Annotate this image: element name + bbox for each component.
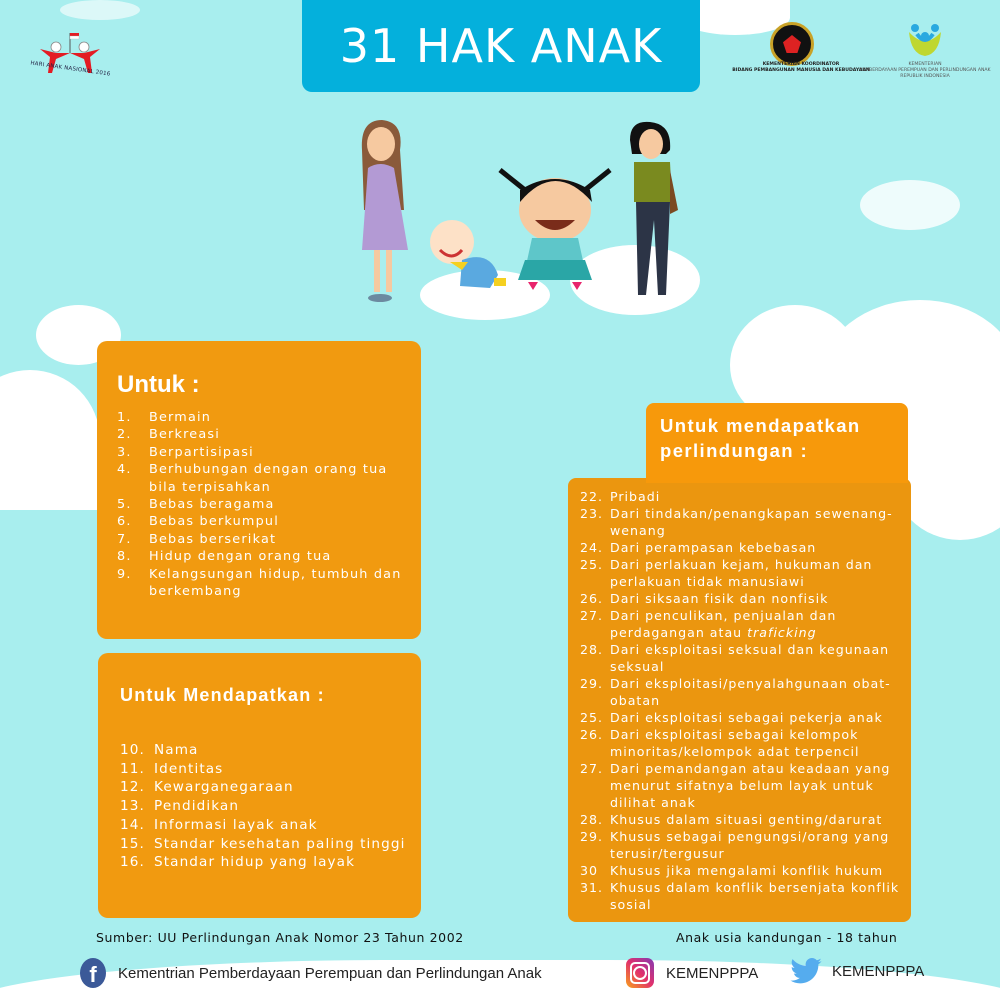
list-item: 23. Dari tindakan/penangkapan sewenang-wenang [580, 506, 893, 538]
young-woman-figure [630, 122, 678, 295]
crawling-baby-figure [430, 220, 506, 288]
list-item: 31. Khusus dalam konflik bersenjata konflik sosial [580, 880, 900, 912]
source-citation: Sumber: UU Perlindungan Anak Nomor 23 Tahun 2002 [96, 930, 464, 945]
list-item: 7. Bebas berserikat [117, 531, 277, 547]
list-item: 8. Hidup dengan orang tua [117, 549, 332, 565]
instagram-link[interactable] [626, 958, 758, 988]
page-title: 31 HAK ANAK [339, 19, 663, 73]
cloud [860, 180, 960, 230]
card-heading: Untuk mendapatkan perlindungan : [660, 415, 861, 461]
list-item: 12. Kewarganegaraan [120, 779, 294, 796]
facebook-link[interactable] [80, 958, 542, 988]
list-item: 28. Dari eksploitasi seksual dan kegunaan seksual [580, 642, 890, 674]
list-item: 16. Standar hidup yang layak [120, 854, 356, 871]
list-item: 22. Pribadi [580, 489, 661, 504]
rights-list [120, 741, 420, 872]
cloud [0, 430, 100, 510]
list-item: 1. Bermain [117, 410, 212, 425]
instagram-label: KEMENPPPA [666, 964, 759, 982]
list-item: 5. Bebas beragama [117, 497, 275, 513]
list-item: 26. Dari eksploitasi sebagai kelompok minoritas/kelompok adat terpencil [580, 727, 860, 759]
kemenko-pmk-text: KEMENTERIAN KOORDINATOR BIDANG PEMBANGUNAN MANUSIA DAN KEBUDAYAAN [732, 62, 870, 73]
list-item: 14. Informasi layak anak [120, 816, 318, 833]
twitter-label: KEMENPPPA [832, 962, 925, 980]
instagram-icon [626, 958, 654, 988]
list-item: 25. Dari perlakuan kejam, hukuman dan perlakuan tidak manusiawi [580, 557, 873, 589]
facebook-icon: f [80, 958, 106, 988]
list-item: 4. Berhubungan dengan orang tua bila terpisahkan [117, 462, 388, 495]
twitter-icon [790, 958, 822, 984]
list-item: 29. Khusus sebagai pengungsi/orang yang terusir/tergusur [580, 829, 890, 861]
age-range-note: Anak usia kandungan - 18 tahun [676, 930, 898, 945]
card-perlindungan [568, 478, 911, 922]
cloud [60, 0, 140, 20]
list-item: 11. Identitas [120, 760, 224, 777]
list-item: 6. Bebas berkumpul [117, 514, 279, 530]
list-item: 2. Berkreasi [117, 427, 221, 443]
hari-anak-nasional-text: HARI ANAK NASIONAL 2016 [29, 60, 111, 78]
list-item: 28. Khusus dalam situasi genting/darurat [580, 812, 883, 827]
list-item: 30 Khusus jika mengalami konflik hukum [580, 863, 884, 878]
happy-girl-figure [500, 170, 610, 290]
list-item: 27. Dari pemandangan atau keadaan yang menurut sifatnya belum layak untuk dilihat anak [580, 761, 891, 810]
rights-list [117, 409, 417, 600]
card-perlindungan-header [646, 403, 908, 483]
kpppa-text: KEMENTERIAN PEMBERDAYAAN PEREMPUAN DAN PERLINDUNGAN ANAK REPUBLIK INDONESIA [859, 62, 991, 79]
list-item: 27. Dari penculikan, penjualan dan perdagangan atau traficking [580, 608, 837, 640]
list-item: 13. Pendidikan [120, 798, 240, 815]
list-item: 29. Dari eksploitasi/penyalahgunaan obat-obatan [580, 676, 891, 708]
facebook-label: Kementrian Pemberdayaan Perempuan dan Perlindungan Anak [118, 964, 542, 982]
card-untuk-mendapatkan [98, 653, 421, 918]
pregnant-woman-figure [362, 120, 408, 302]
list-item: 10. Nama [120, 742, 199, 758]
twitter-link[interactable] [790, 958, 924, 984]
card-untuk [97, 341, 421, 639]
family-illustration [340, 110, 700, 310]
list-item: 24. Dari perampasan kebebasan [580, 540, 817, 555]
list-item: 26. Dari siksaan fisik dan nonfisik [580, 591, 829, 606]
card-heading: Untuk : [117, 371, 200, 398]
list-item: 15. Standar kesehatan paling tinggi [120, 835, 406, 852]
list-item: 25. Dari eksploitasi sebagai pekerja anak [580, 710, 883, 725]
title-banner [302, 0, 700, 92]
card-heading: Untuk Mendapatkan : [120, 685, 325, 705]
kemenko-pmk-logo [770, 22, 814, 66]
rights-list [580, 488, 910, 913]
list-item: 9. Kelangsungan hidup, tumbuh dan berkembang [117, 566, 402, 600]
kpppa-logo [905, 20, 945, 60]
list-item: 3. Berpartisipasi [117, 444, 254, 460]
